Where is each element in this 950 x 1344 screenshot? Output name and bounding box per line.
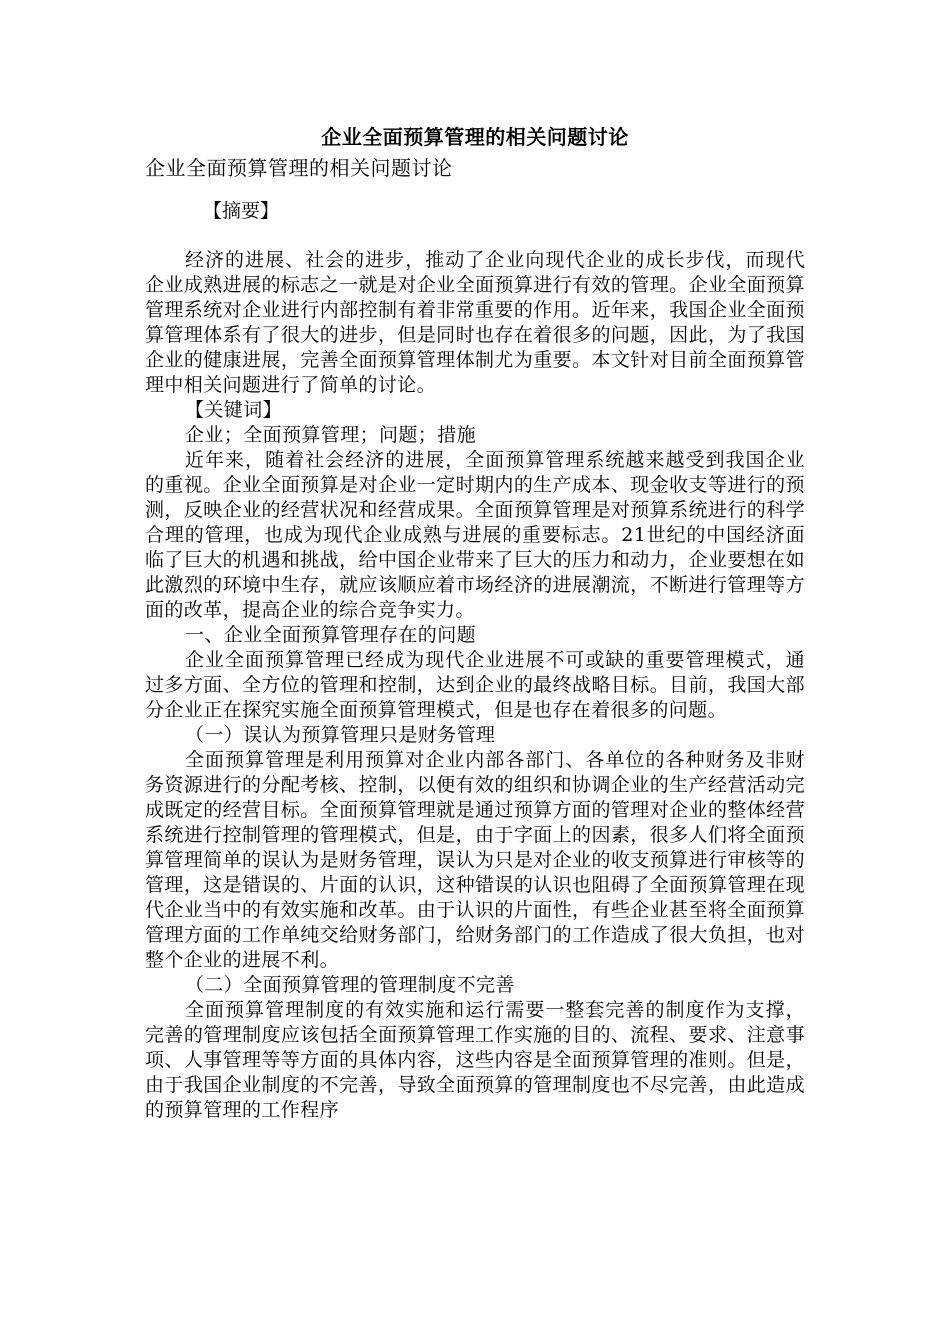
- abstract-heading: 【摘要】: [203, 200, 280, 222]
- abstract-paragraph: 经济的进展、社会的进步，推动了企业向现代企业的成长步伐，而现代企业成熟进展的标志之一就是对企业全面预算进行有效的管理。企业全面预算管理系统对企业进行内部控制有着非常重要的作用。近年来，我国企业全面预算管理体系有了很大的进步，但是同时也存在着很多的问题，因此，为了我国企业的健康进展，完善全面预算管理体制尤为重要。本文针对目前全面预算管理中相关问题进行了简单的讨论。: [145, 249, 805, 396]
- document-page: [145, 120, 805, 1123]
- keywords-line: 企业；全面预算管理；问题；措施: [185, 424, 477, 446]
- section-1-heading: 一、企业全面预算管理存在的问题: [185, 624, 477, 646]
- section-1-paragraph: 企业全面预算管理已经成为现代企业进展不可或缺的重要管理模式，通过多方面、全方位的管理和控制，达到企业的最终战略目标。目前，我国大部分企业正在探究实施全面预算管理模式，但是也存在着很多的问题。: [145, 649, 805, 721]
- document-title: 企业全面预算管理的相关问题讨论: [321, 125, 629, 149]
- document-subtitle: 企业全面预算管理的相关问题讨论: [145, 156, 453, 180]
- keywords-heading: 【关键词】: [185, 399, 283, 421]
- intro-paragraph: 近年来，随着社会经济的进展，全面预算管理系统越来越受到我国企业的重视。企业全面预算是对企业一定时期内的生产成本、现金收支等进行的预测，反映企业的经营状况和经营成果。全面预算管理是对预算系统进行的科学合理的管理，也成为现代企业成熟与进展的重要标志。21世纪的中国经济面临了巨大的机遇和挑战，给中国企业带来了巨大的压力和动力，企业要想在如此激烈的环境中生存，就应该顺应着市场经济的进展潮流，不断进行管理等方面的改革，提高企业的综合竞争实力。: [145, 449, 805, 621]
- subsection-2-paragraph: 全面预算管理制度的有效实施和运行需要一整套完善的制度作为支撑，完善的管理制度应该包括全面预算管理工作实施的目的、流程、要求、注意事项、人事管理等等方面的具体内容，这些内容是全面预算管理的准则。但是，由于我国企业制度的不完善，导致全面预算的管理制度也不尽完善，由此造成的预算管理的工作程序: [145, 999, 805, 1121]
- subsection-1-paragraph: 全面预算管理是利用预算对企业内部各部门、各单位的各种财务及非财务资源进行的分配考核、控制，以便有效的组织和协调企业的生产经营活动完成既定的经营目标。全面预算管理就是通过预算方面的管理对企业的整体经营系统进行控制管理的管理模式，但是，由于字面上的因素，很多人们将全面预算管理简单的误认为是财务管理，误认为只是对企业的收支预算进行审核等的管理，这是错误的、片面的认识，这种错误的认识也阻碍了全面预算管理在现代企业当中的有效实施和改革。由于认识的片面性，有些企业甚至将全面预算管理方面的工作单纯交给财务部门，给财务部门的工作造成了很大负担，也对整个企业的进展不利。: [145, 749, 805, 971]
- subsection-1-heading: （一）误认为预算管理只是财务管理: [185, 724, 496, 746]
- subsection-2-heading: （二）全面预算管理的管理制度不完善: [185, 974, 515, 996]
